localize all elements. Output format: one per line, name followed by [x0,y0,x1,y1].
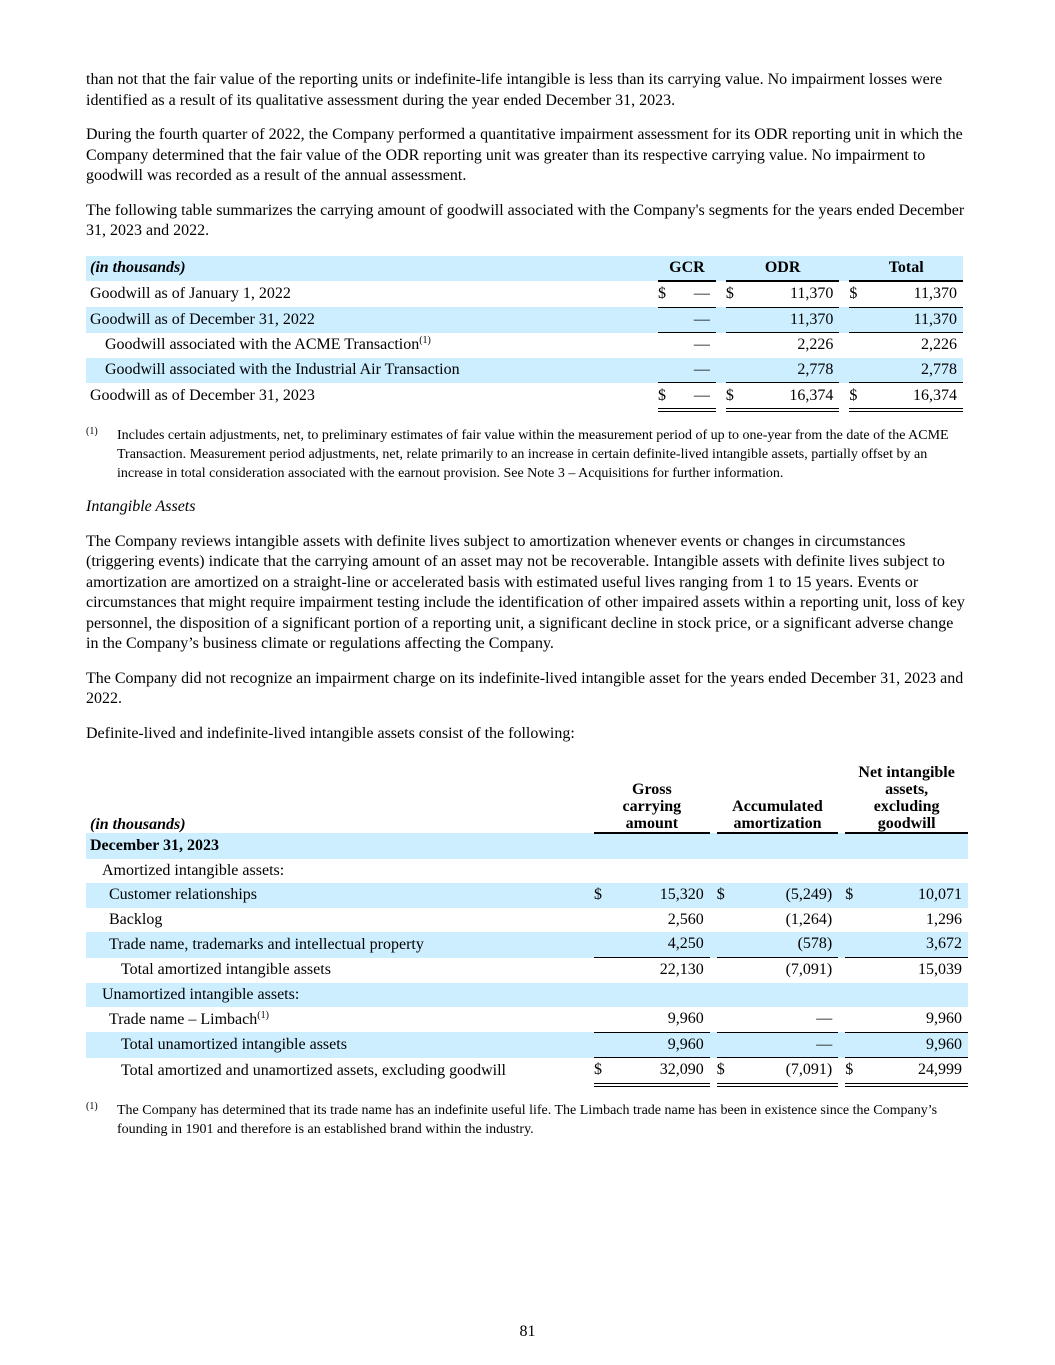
section-heading-intangible-assets: Intangible Assets [86,498,196,516]
paragraph-goodwill-intro: The following table summarizes the carrying amount of goodwill associated with the Company's segments for the years ended December 31, 2023 and 2022. [86,201,965,239]
column-header-gross: Gross carrying amount [594,764,710,833]
footnote-ref: (1) [257,1009,269,1021]
table-row: Goodwill associated with the Industrial Air Transaction — 2,778 2,778 [86,358,963,383]
table-row-subtotal: Total unamortized intangible assets 9,960 — 9,960 [86,1032,968,1058]
footnote-mark: (1) [86,1101,98,1112]
column-header-odr: ODR [726,256,840,282]
paragraph-odr-assessment: During the fourth quarter of 2022, the Company performed a quantitative impairment assessment for its ODR reporting unit in which the Company determined that the fair value of the ODR reporting unit was greater than its respective carrying value. No impairment to goodwill was recorded as a result of the annual assessment. [86,126,963,184]
footnote-ref: (1) [419,335,431,347]
table-row-total: Goodwill as of December 31, 2023 $ — $ 16,374 $ 16,374 [86,383,963,410]
table-row: Trade name – Limbach$^{(1)}$ 9,960 — 9,960 [86,1007,968,1032]
unit-label: (in thousands) [90,816,186,834]
table-header-row [86,256,963,282]
paragraph-intangible-review: The Company reviews intangible assets with definite lives subject to amortization whenever events or changes in circumstances (triggering events) indicate that the carrying amount of an asset may not be recoverable. Intangible assets with definite lives subject to amortization are amortized on a straight-line or accelerated basis with estimated useful lives ranging from 1 to 15 years. Events or circumstances that might require impairment testing include the identification of other impaired assets within a reporting unit, loss of key personnel, the disposition of a significant portion of a reporting unit, a significant decline in stock price, or a significant adverse change in the Company’s business climate or regulations affecting the Company. [86,532,965,653]
column-header-gcr: GCR [658,256,716,282]
table-row: Customer relationships $ 15,320 $ (5,249) $ 10,071 [86,883,968,908]
section-row: December 31, 2023 [86,833,968,859]
table-row: Backlog 2,560 (1,264) 1,296 [109,910,962,928]
table-row: Goodwill associated with the ACME Transaction$^{(1)}$ — 2,226 2,226 [105,335,957,354]
table-row-subtotal: Total amortized intangible assets 22,130 (7,091) 15,039 [121,960,962,979]
table-row: Trade name, trademarks and intellectual property 4,250 (578) 3,672 [86,932,968,957]
intangible-assets-table [86,764,968,1087]
table-header-row [86,764,968,833]
column-header-accumulated: Accumulated amortization [717,764,839,833]
paragraph-no-impairment: The Company did not recognize an impairment charge on its indefinite-lived intangible asset for the years ended December 31, 2023 and 2022. [86,669,964,708]
footnote-mark: (1) [86,426,98,438]
footnote-limbach: (1) The Company has determined that its trade name has an indefinite useful life. The Limbach trade name has been in existence since the Company’s founding in 1901 and therefore is an established brand within the industry. [86,1101,968,1139]
subsection-row: Amortized intangible assets: [102,861,285,879]
paragraph-intangible-intro: Definite-lived and indefinite-lived intangible assets consist of the following: [86,724,575,742]
document-page [86,70,968,1153]
page-number: 81 [519,1323,536,1340]
subsection-row: Unamortized intangible assets: [86,983,968,1008]
table-row-total: Total amortized and unamortized assets, excluding goodwill $ 32,090 $ (7,091) $ 24,999 [86,1058,968,1085]
footnote-acme: (1) Includes certain adjustments, net, to preliminary estimates of fair value within the measurement period of up to one-year from the date of the ACME Transaction. Measurement period adjustments, net, relate primarily to an increase in certain definite-lived intangible assets, partially offset by an increase in total consideration associated with the earnout provision. See Note 3 – Acquisitions for further information. [86,426,968,483]
table-row: Goodwill as of January 1, 2022 $ — $ 11,370 $ 11,370 [86,281,963,307]
paragraph-impairment-qualitative: than not that the fair value of the reporting units or indefinite-life intangible is less than its carrying value. No impairment losses were identified as a result of its qualitative assessment during the year ended December 31, 2023. [86,71,943,109]
table-row: Goodwill as of December 31, 2022 — 11,370 11,370 [86,307,963,333]
column-header-net: Net intangible assets, excluding goodwill [845,764,968,833]
column-header-total: Total [849,256,963,282]
unit-label: (in thousands) [90,259,186,277]
goodwill-table [86,256,963,413]
